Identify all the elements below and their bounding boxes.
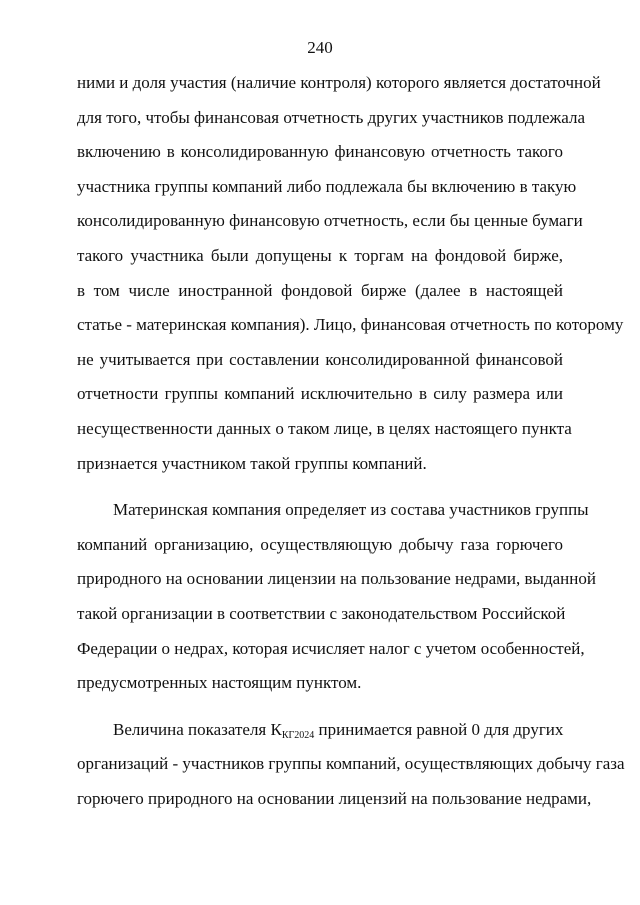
- text-line: горючего природного на основании лицензий на пользование недрами,: [77, 788, 592, 808]
- paragraph-1: [77, 66, 624, 481]
- text-line: природного на основании лицензии на пользование недрами, выданной: [77, 569, 596, 589]
- text-line: Федерации о недрах, которая исчисляет налог с учетом особенностей,: [77, 638, 585, 658]
- text-line: участника группы компаний либо подлежала бы включению в такую: [77, 176, 577, 196]
- page-number: 240: [307, 38, 333, 57]
- text-line: отчетности группы компаний исключительно в силу размера или: [77, 384, 563, 404]
- text-line: статье - материнская компания). Лицо, финансовая отчетность по которому: [77, 315, 624, 335]
- text-line: не учитывается при составлении консолидированной финансовой: [77, 349, 563, 369]
- text-line: такой организации в соответствии с законодательством Российской: [77, 603, 566, 623]
- text-line: для того, чтобы финансовая отчетность других участников подлежала: [77, 107, 586, 127]
- formula-text-after: принимается равной 0 для других: [314, 719, 564, 739]
- text-line: в том числе иностранной фондовой бирже (далее в настоящей: [77, 280, 563, 300]
- formula-text-before: Величина показателя К: [113, 719, 282, 739]
- text-line: компаний организацию, осуществляющую добычу газа горючего: [77, 534, 563, 554]
- paragraph-2: [77, 493, 596, 701]
- text-line: ними и доля участия (наличие контроля) которого является достаточной: [77, 73, 601, 92]
- text-line: консолидированную финансовую отчетность, если бы ценные бумаги: [77, 211, 583, 231]
- text-line: предусмотренных настоящим пунктом.: [77, 673, 362, 693]
- text-line-formula: [77, 713, 563, 748]
- text-line: Материнская компания определяет из состава участников группы: [113, 500, 589, 520]
- paragraph-3: [77, 713, 625, 817]
- formula-subscript: КГ2024: [281, 729, 315, 741]
- text-line: включению в консолидированную финансовую отчетность такого: [77, 142, 563, 162]
- text-line: организаций - участников группы компаний, осуществляющих добычу газа: [77, 754, 625, 774]
- text-line: признается участником такой группы компаний.: [77, 453, 427, 473]
- text-line: такого участника были допущены к торгам на фондовой бирже,: [77, 245, 563, 265]
- document-body: [77, 66, 625, 816]
- text-line: несущественности данных о таком лице, в целях настоящего пункта: [77, 418, 572, 438]
